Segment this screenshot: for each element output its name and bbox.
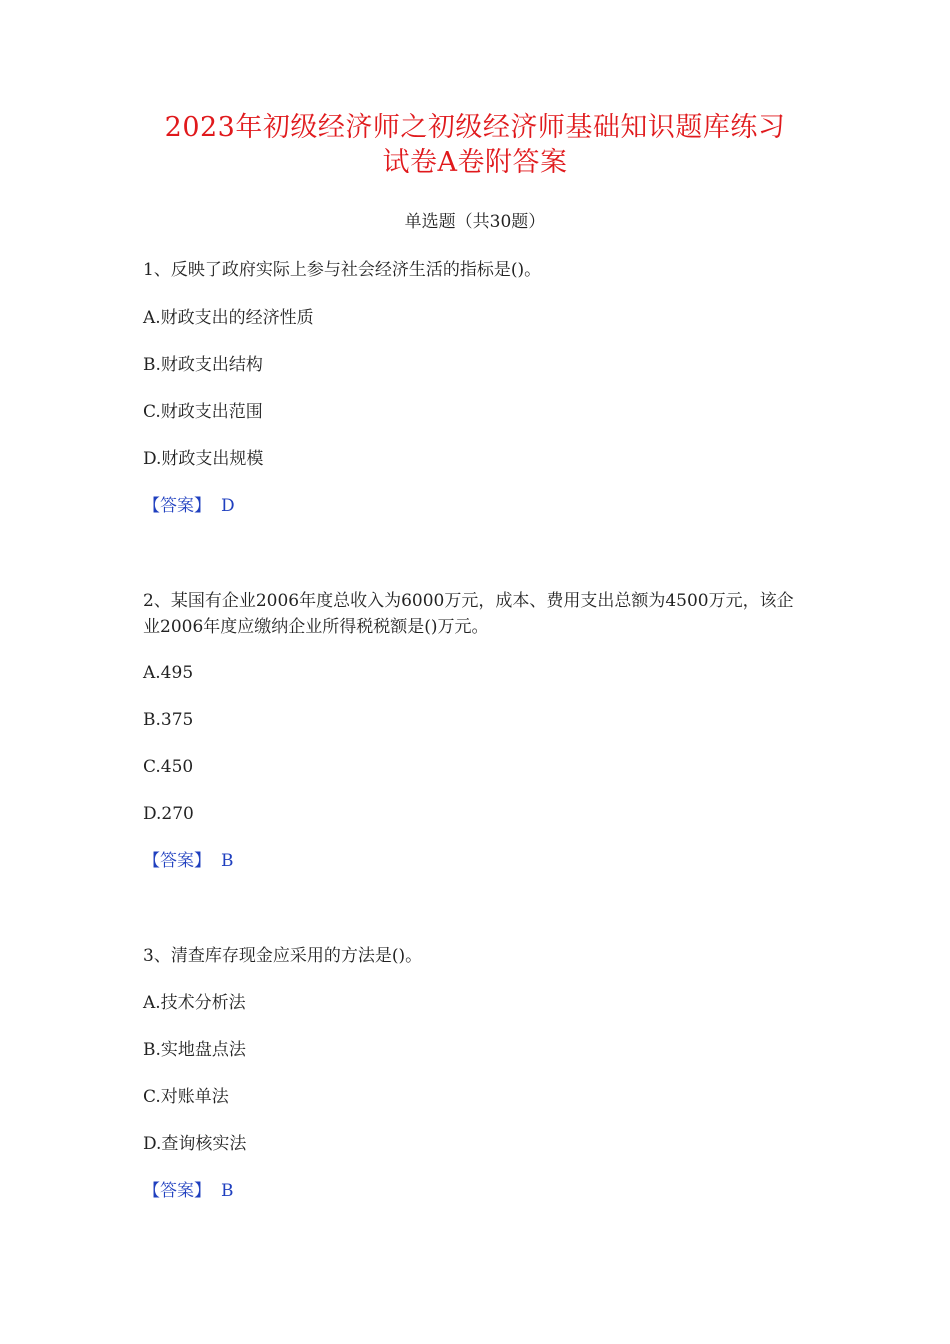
document-title-line-1: 2023年初级经济师之初级经济师基础知识题库练习 (164, 112, 786, 143)
question-1-answer (143, 493, 235, 519)
answer-tag: 【答案】 (143, 851, 211, 871)
question-1-option-d: D.财政支出规模 (143, 449, 264, 469)
question-3-option-b: B.实地盘点法 (143, 1040, 246, 1060)
document-title-line-2: 试卷A卷附答案 (382, 147, 568, 178)
question-2-answer (143, 848, 234, 874)
question-2-option-b: B.375 (143, 710, 194, 730)
question-3-text: 3、清查库存现金应采用的方法是()。 (143, 946, 423, 966)
question-1-option-c: C.财政支出范围 (143, 402, 263, 422)
answer-letter: B (221, 851, 234, 871)
question-2-option-a: A.495 (143, 663, 194, 683)
question-1-option-a: A.财政支出的经济性质 (143, 308, 314, 328)
question-1-option-b: B.财政支出结构 (143, 355, 263, 375)
answer-letter: D (221, 496, 235, 516)
question-2-option-c: C.450 (143, 757, 194, 777)
answer-tag: 【答案】 (143, 1181, 211, 1201)
section-heading: 单选题（共30题） (404, 212, 546, 232)
question-2-option-d: D.270 (143, 804, 194, 824)
question-3-answer (143, 1178, 234, 1204)
question-3-option-a: A.技术分析法 (143, 993, 246, 1013)
question-3-option-d: D.查询核实法 (143, 1134, 247, 1154)
question-2-text: 2、某国有企业2006年度总收入为6000万元，成本、费用支出总额为4500万元，该企业2006年度应缴纳企业所得税税额是()万元。 (143, 591, 794, 637)
question-1-text: 1、反映了政府实际上参与社会经济生活的指标是()。 (143, 260, 542, 280)
answer-letter: B (221, 1181, 234, 1201)
answer-tag: 【答案】 (143, 496, 211, 516)
question-3-option-c: C.对账单法 (143, 1087, 229, 1107)
